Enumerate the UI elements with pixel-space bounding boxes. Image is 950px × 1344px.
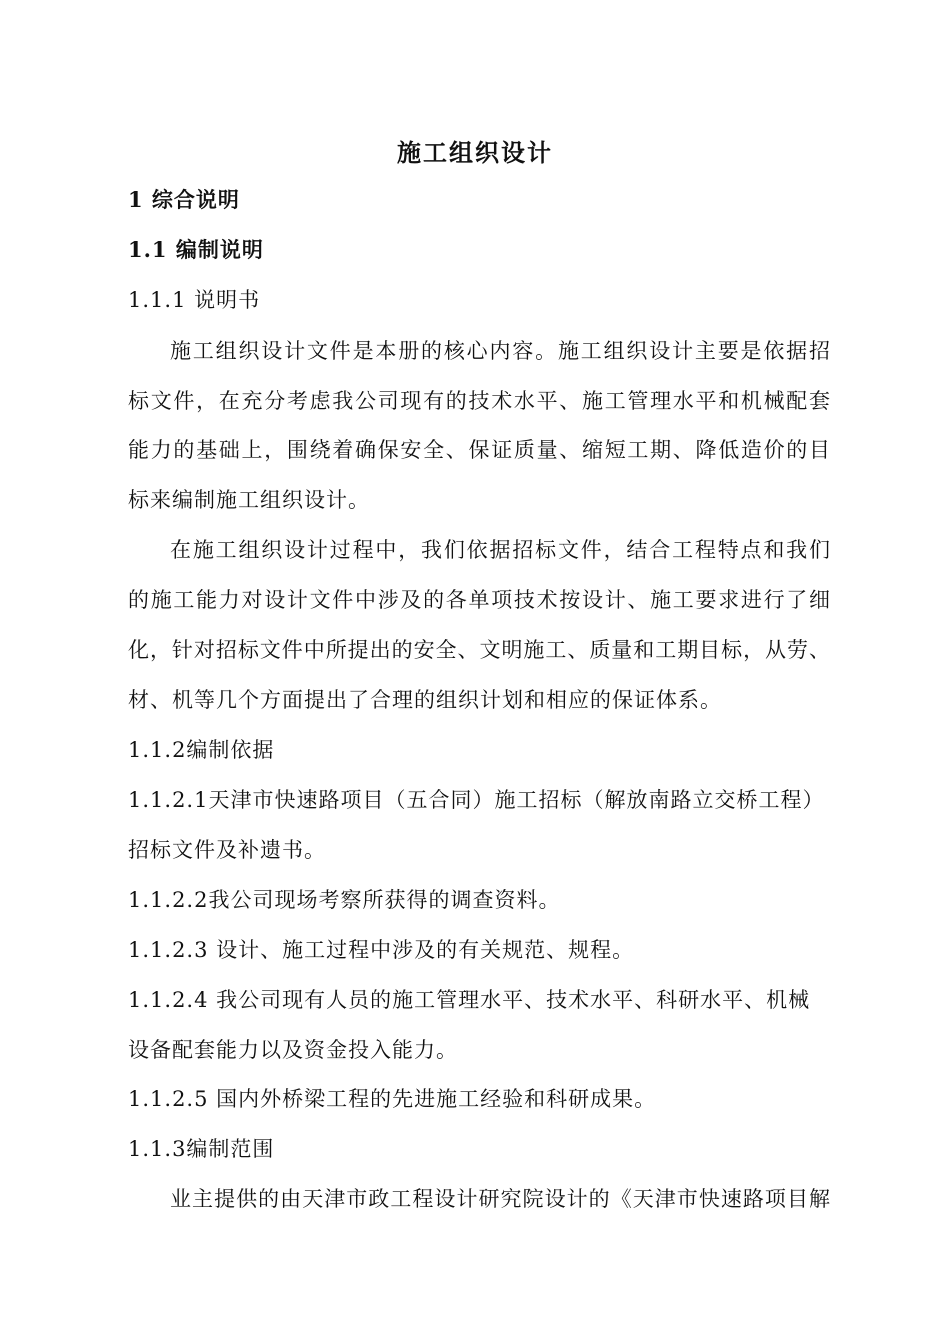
item-1-1-2-5: 1.1.2.5 国内外桥梁工程的先进施工经验和科研成果。	[128, 1087, 657, 1111]
heading-section-1-1-3: 1.1.3编制范围	[128, 1137, 275, 1161]
paragraph-1-line-4: 标来编制施工组织设计。	[128, 488, 370, 512]
item-1-1-2-1-line-2: 招标文件及补遗书。	[128, 838, 326, 862]
item-1-1-2-3: 1.1.2.3 设计、施工过程中涉及的有关规范、规程。	[128, 938, 635, 962]
paragraph-1-line-1: 施工组织设计文件是本册的核心内容。施工组织设计主要是依据招	[170, 339, 830, 363]
heading-section-1-1-2: 1.1.2编制依据	[128, 738, 275, 762]
item-1-1-2-1-line-1: 1.1.2.1天津市快速路项目（五合同）施工招标（解放南路立交桥工程）	[128, 788, 825, 812]
paragraph-2-line-3: 化，针对招标文件中所提出的安全、文明施工、质量和工期目标，从劳、	[128, 638, 830, 662]
paragraph-2-line-2: 的施工能力对设计文件中涉及的各单项技术按设计、施工要求进行了细	[128, 588, 830, 612]
paragraph-3-line-1: 业主提供的由天津市政工程设计研究院设计的《天津市快速路项目解	[170, 1187, 830, 1211]
heading-section-1: 1 综合说明	[128, 187, 240, 212]
document-title: 施工组织设计	[397, 138, 553, 167]
item-1-1-2-4-line-1: 1.1.2.4 我公司现有人员的施工管理水平、技术水平、科研水平、机械	[128, 988, 811, 1012]
heading-section-1-1-1: 1.1.1 说明书	[128, 288, 261, 312]
paragraph-2-line-4: 材、机等几个方面提出了合理的组织计划和相应的保证体系。	[128, 688, 722, 712]
paragraph-1-line-2: 标文件，在充分考虑我公司现有的技术水平、施工管理水平和机械配套	[128, 389, 830, 413]
heading-section-1-1: 1.1 编制说明	[128, 237, 264, 262]
paragraph-1-line-3: 能力的基础上，围绕着确保安全、保证质量、缩短工期、降低造价的目	[128, 438, 830, 462]
item-1-1-2-4-line-2: 设备配套能力以及资金投入能力。	[128, 1038, 458, 1062]
item-1-1-2-2: 1.1.2.2我公司现场考察所获得的调查资料。	[128, 888, 561, 912]
paragraph-2-line-1: 在施工组织设计过程中，我们依据招标文件，结合工程特点和我们	[170, 538, 830, 562]
